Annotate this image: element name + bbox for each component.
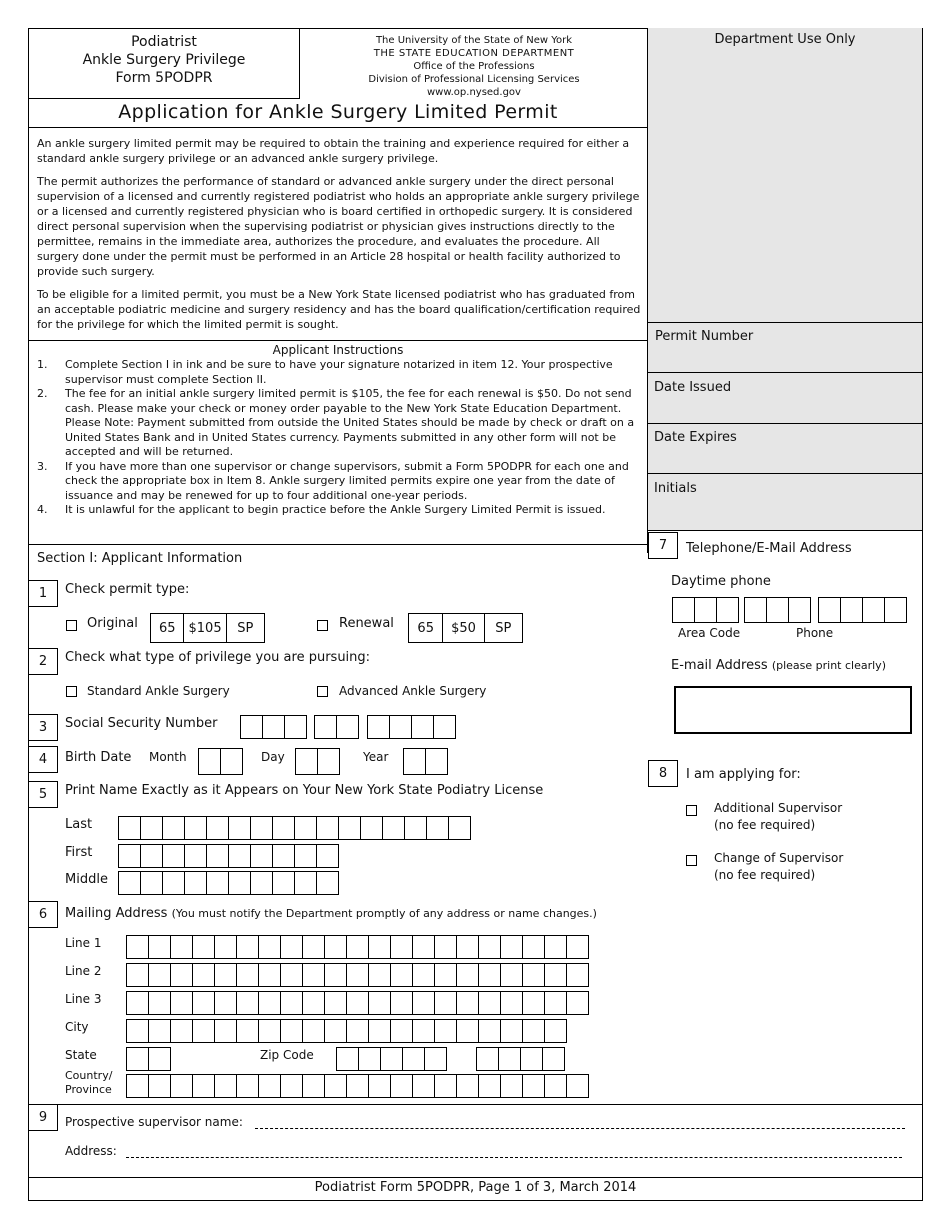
form-number: Form 5PODPR [115, 70, 213, 86]
character-cell[interactable] [192, 1074, 215, 1098]
state-input[interactable] [126, 1047, 171, 1071]
character-cell[interactable] [544, 935, 567, 959]
character-cell[interactable] [338, 816, 361, 840]
character-cell[interactable] [126, 991, 149, 1015]
character-cell[interactable] [478, 1074, 501, 1098]
birth-month-input[interactable] [198, 748, 243, 775]
character-cell[interactable] [302, 991, 325, 1015]
character-cell[interactable] [716, 597, 739, 623]
character-cell[interactable] [358, 1047, 381, 1071]
character-cell[interactable] [390, 1074, 413, 1098]
day-label: Day [261, 750, 285, 764]
character-cell[interactable] [170, 991, 193, 1015]
character-cell[interactable] [324, 935, 347, 959]
character-cell[interactable] [184, 844, 207, 868]
character-cell[interactable] [126, 963, 149, 987]
character-cell[interactable] [280, 1074, 303, 1098]
telephone-email-label: Telephone/E-Mail Address [686, 541, 852, 556]
character-cell[interactable] [258, 963, 281, 987]
character-cell[interactable] [148, 1047, 171, 1071]
instruction-item: 4. It is unlawful for the applicant to begin practice before the Ankle Surgery Limited Permit is issued. [37, 503, 606, 516]
character-cell[interactable] [294, 844, 317, 868]
last-name-label: Last [65, 817, 93, 832]
area-code-label: Area Code [678, 626, 741, 640]
character-cell[interactable] [382, 816, 405, 840]
email-label: E-mail Address (please print clearly) [671, 658, 886, 673]
character-cell[interactable] [280, 991, 303, 1015]
fee-code: 65 [151, 614, 184, 642]
character-cell[interactable] [744, 597, 767, 623]
item-number: 9 [28, 1104, 58, 1131]
middle-name-label: Middle [65, 872, 108, 887]
character-cell[interactable] [192, 1019, 215, 1043]
department-use-panel [648, 28, 922, 323]
intro-paragraph-2: The permit authorizes the performance of standard or advanced ankle surgery under the direct personal supervision of a licensed and currently registered podiatrist who holds an appropriate ankle surgery privilege or a licensed and currently registered physician who is board certified in orthopedic surgery. It is considered direct personal supervision when the supervising podiatrist or physician gives instructions directly to the permittee, remains in the immediate area, authorizes the procedure, and evaluates the procedure. All surgery done under the permit must be performed in an Article 28 hospital or health facility authorized to provide such surgery. [37, 175, 640, 278]
address-line1-label: Line 1 [65, 936, 102, 950]
character-cell[interactable] [522, 963, 545, 987]
birth-date-label: Birth Date [65, 750, 132, 765]
character-cell[interactable] [412, 1019, 435, 1043]
print-name-label: Print Name Exactly as it Appears on Your New York State Podiatry License [65, 783, 544, 798]
character-cell[interactable] [284, 715, 307, 739]
address-line2-input[interactable] [126, 963, 589, 987]
city-label: City [65, 1020, 89, 1034]
item-number: 3 [28, 714, 58, 741]
character-cell[interactable] [184, 816, 207, 840]
privilege-type-label: Check what type of privilege you are pursuing: [65, 650, 371, 665]
ssn-input[interactable] [314, 715, 359, 739]
date-issued-label: Date Issued [654, 380, 732, 395]
phone-input[interactable] [818, 597, 907, 623]
character-cell[interactable] [412, 935, 435, 959]
character-cell[interactable] [368, 1074, 391, 1098]
character-cell[interactable] [258, 991, 281, 1015]
character-cell[interactable] [272, 816, 295, 840]
character-cell[interactable] [434, 1019, 457, 1043]
character-cell[interactable] [206, 871, 229, 895]
character-cell[interactable] [346, 935, 369, 959]
character-cell[interactable] [544, 1019, 567, 1043]
character-cell[interactable] [544, 991, 567, 1015]
supervisor-address-label: Address: [65, 1144, 117, 1158]
additional-supervisor-checkbox[interactable] [686, 805, 697, 816]
item-number: 4 [28, 746, 58, 773]
item-number: 8 [648, 760, 678, 787]
fee-type: SP [237, 620, 254, 636]
character-cell[interactable] [456, 991, 479, 1015]
character-cell[interactable] [302, 963, 325, 987]
character-cell[interactable] [478, 991, 501, 1015]
character-cell[interactable] [140, 844, 163, 868]
province-label: Province [65, 1083, 112, 1096]
character-cell[interactable] [694, 597, 717, 623]
character-cell[interactable] [434, 935, 457, 959]
character-cell[interactable] [390, 1019, 413, 1043]
supervisor-name-label: Prospective supervisor name: [65, 1115, 243, 1129]
character-cell[interactable] [478, 1019, 501, 1043]
character-cell[interactable] [346, 1019, 369, 1043]
no-fee-note: (no fee required) [714, 818, 816, 832]
character-cell[interactable] [148, 991, 171, 1015]
character-cell[interactable] [456, 1074, 479, 1098]
country-label: Country/ [65, 1069, 113, 1082]
character-cell[interactable] [240, 715, 263, 739]
character-cell[interactable] [566, 963, 589, 987]
character-cell[interactable] [520, 1047, 543, 1071]
character-cell[interactable] [368, 991, 391, 1015]
character-cell[interactable] [236, 991, 259, 1015]
agency-website: www.op.nysed.gov [427, 87, 521, 98]
character-cell[interactable] [766, 597, 789, 623]
character-cell[interactable] [346, 963, 369, 987]
character-cell[interactable] [412, 1074, 435, 1098]
agency-line: Division of Professional Licensing Services [368, 74, 580, 85]
applying-for-label: I am applying for: [686, 767, 801, 782]
character-cell[interactable] [162, 871, 185, 895]
original-label: Original [87, 616, 138, 631]
character-cell[interactable] [434, 963, 457, 987]
instructions-list [37, 358, 643, 518]
character-cell[interactable] [316, 816, 339, 840]
character-cell[interactable] [220, 748, 243, 775]
advanced-surgery-label: Advanced Ankle Surgery [339, 684, 487, 698]
character-cell[interactable] [126, 1074, 149, 1098]
character-cell[interactable] [380, 1047, 403, 1071]
character-cell[interactable] [411, 715, 434, 739]
ssn-input[interactable] [240, 715, 307, 739]
fee-amount: $50 [443, 614, 484, 642]
item-number: 1 [28, 580, 58, 607]
character-cell[interactable] [280, 1019, 303, 1043]
supervisor-name-line[interactable] [255, 1128, 905, 1129]
character-cell[interactable] [214, 1019, 237, 1043]
address-line1-input[interactable] [126, 935, 589, 959]
agency-line: Office of the Professions [413, 61, 535, 72]
character-cell[interactable] [336, 1047, 359, 1071]
character-cell[interactable] [324, 991, 347, 1015]
zip-code-label: Zip Code [260, 1048, 314, 1062]
form-profession: Podiatrist [131, 34, 197, 50]
daytime-phone-label: Daytime phone [671, 574, 771, 589]
character-cell[interactable] [324, 963, 347, 987]
date-expires-label: Date Expires [654, 430, 737, 445]
character-cell[interactable] [522, 935, 545, 959]
change-supervisor-checkbox[interactable] [686, 855, 697, 866]
character-cell[interactable] [522, 991, 545, 1015]
character-cell[interactable] [478, 963, 501, 987]
character-cell[interactable] [433, 715, 456, 739]
character-cell[interactable] [456, 1019, 479, 1043]
character-cell[interactable] [206, 816, 229, 840]
mailing-address-label: Mailing Address (You must notify the Department promptly of any address or name changes.) [65, 906, 597, 921]
intro-paragraph-1: An ankle surgery limited permit may be required to obtain the training and experience required for either a standard ankle surgery privilege or an advanced ankle surgery privilege. [37, 137, 630, 165]
character-cell[interactable] [118, 844, 141, 868]
character-cell[interactable] [336, 715, 359, 739]
character-cell[interactable] [434, 991, 457, 1015]
zip-code-input[interactable] [336, 1047, 447, 1071]
character-cell[interactable] [236, 1074, 259, 1098]
birth-day-input[interactable] [295, 748, 340, 775]
ssn-label: Social Security Number [65, 716, 218, 731]
character-cell[interactable] [250, 816, 273, 840]
intro-paragraph-3: To be eligible for a limited permit, you must be a New York State licensed podiatrist who has graduated from an acceptable podiatric medicine and surgery residency and has the board qualification/certification required for the privilege for which the limited permit is sought. [37, 288, 641, 331]
page-footer: Podiatrist Form 5PODPR, Page 1 of 3, March 2014 [314, 1180, 637, 1195]
character-cell[interactable] [368, 935, 391, 959]
character-cell[interactable] [412, 991, 435, 1015]
character-cell[interactable] [788, 597, 811, 623]
character-cell[interactable] [346, 1074, 369, 1098]
fee-amount: $105 [184, 614, 226, 642]
character-cell[interactable] [272, 844, 295, 868]
character-cell[interactable] [840, 597, 863, 623]
additional-supervisor-label: Additional Supervisor [714, 801, 843, 815]
character-cell[interactable] [198, 748, 221, 775]
character-cell[interactable] [544, 963, 567, 987]
original-checkbox[interactable] [66, 620, 77, 631]
character-cell[interactable] [236, 1019, 259, 1043]
character-cell[interactable] [258, 1019, 281, 1043]
section-title: Section I: Applicant Information [37, 551, 243, 566]
instruction-item: 1. Complete Section I in ink and be sure to have your signature notarized in item 12. Your prospective supervisor must complete Section II. [37, 358, 613, 386]
character-cell[interactable] [368, 963, 391, 987]
birth-year-input[interactable] [403, 748, 448, 775]
character-cell[interactable] [148, 1019, 171, 1043]
character-cell[interactable] [424, 1047, 447, 1071]
character-cell[interactable] [522, 1074, 545, 1098]
character-cell[interactable] [148, 935, 171, 959]
character-cell[interactable] [478, 935, 501, 959]
character-cell[interactable] [294, 816, 317, 840]
character-cell[interactable] [184, 871, 207, 895]
character-cell[interactable] [425, 748, 448, 775]
department-use-title: Department Use Only [714, 32, 856, 47]
character-cell[interactable] [214, 1074, 237, 1098]
character-cell[interactable] [272, 871, 295, 895]
character-cell[interactable] [118, 871, 141, 895]
character-cell[interactable] [258, 935, 281, 959]
agency-line: THE STATE EDUCATION DEPARTMENT [373, 48, 575, 59]
character-cell[interactable] [170, 1019, 193, 1043]
middle-name-input[interactable] [118, 871, 339, 895]
character-cell[interactable] [170, 1074, 193, 1098]
character-cell[interactable] [500, 935, 523, 959]
character-cell[interactable] [258, 1074, 281, 1098]
instruction-item: 2. The fee for an initial ankle surgery limited permit is $105, the fee for each renewal is $50. Do not send cash. Please make your check or money order payable to the New York State Education Department. Please Note: Payment submitted from outside the United States should be made by check or draft on a United States Bank and in United States currency. Payments submitted in any other form will not be accepted and will be returned. [37, 387, 635, 458]
character-cell[interactable] [672, 597, 695, 623]
character-cell[interactable] [140, 871, 163, 895]
character-cell[interactable] [367, 715, 390, 739]
character-cell[interactable] [316, 844, 339, 868]
character-cell[interactable] [324, 1074, 347, 1098]
character-cell[interactable] [498, 1047, 521, 1071]
city-input[interactable] [126, 1019, 567, 1043]
character-cell[interactable] [126, 935, 149, 959]
character-cell[interactable] [390, 991, 413, 1015]
character-cell[interactable] [148, 963, 171, 987]
character-cell[interactable] [126, 1047, 149, 1071]
character-cell[interactable] [250, 844, 273, 868]
character-cell[interactable] [500, 1019, 523, 1043]
character-cell[interactable] [544, 1074, 567, 1098]
character-cell[interactable] [403, 748, 426, 775]
character-cell[interactable] [148, 1074, 171, 1098]
standard-surgery-checkbox[interactable] [66, 686, 77, 697]
fee-type: SP [495, 620, 512, 636]
character-cell[interactable] [862, 597, 885, 623]
ssn-input[interactable] [367, 715, 456, 739]
character-cell[interactable] [476, 1047, 499, 1071]
renewal-label: Renewal [339, 616, 394, 631]
character-cell[interactable] [280, 963, 303, 987]
character-cell[interactable] [412, 963, 435, 987]
character-cell[interactable] [434, 1074, 457, 1098]
character-cell[interactable] [126, 1019, 149, 1043]
character-cell[interactable] [214, 935, 237, 959]
renewal-fee-box [408, 613, 523, 643]
zip-extension-input[interactable] [476, 1047, 565, 1071]
character-cell[interactable] [390, 935, 413, 959]
character-cell[interactable] [500, 963, 523, 987]
character-cell[interactable] [368, 1019, 391, 1043]
character-cell[interactable] [404, 816, 427, 840]
character-cell[interactable] [118, 816, 141, 840]
month-label: Month [149, 750, 187, 764]
character-cell[interactable] [302, 1019, 325, 1043]
character-cell[interactable] [236, 935, 259, 959]
character-cell[interactable] [262, 715, 285, 739]
permit-type-label: Check permit type: [65, 582, 190, 597]
character-cell[interactable] [162, 816, 185, 840]
character-cell[interactable] [884, 597, 907, 623]
character-cell[interactable] [228, 871, 251, 895]
fee-code: 65 [409, 614, 443, 642]
no-fee-note: (no fee required) [714, 868, 816, 882]
character-cell[interactable] [500, 991, 523, 1015]
form-title: Application for Ankle Surgery Limited Permit [118, 101, 558, 123]
character-cell[interactable] [280, 935, 303, 959]
instructions-title: Applicant Instructions [272, 343, 404, 357]
character-cell[interactable] [500, 1074, 523, 1098]
character-cell[interactable] [346, 991, 369, 1015]
character-cell[interactable] [426, 816, 449, 840]
character-cell[interactable] [302, 935, 325, 959]
character-cell[interactable] [456, 963, 479, 987]
address-line3-input[interactable] [126, 991, 589, 1015]
advanced-surgery-checkbox[interactable] [317, 686, 328, 697]
item-number: 2 [28, 648, 58, 675]
character-cell[interactable] [250, 871, 273, 895]
character-cell[interactable] [302, 1074, 325, 1098]
character-cell[interactable] [192, 991, 215, 1015]
first-name-label: First [65, 845, 93, 860]
character-cell[interactable] [170, 963, 193, 987]
area-code-input[interactable] [672, 597, 739, 623]
character-cell[interactable] [295, 748, 318, 775]
character-cell[interactable] [456, 935, 479, 959]
character-cell[interactable] [390, 963, 413, 987]
character-cell[interactable] [192, 935, 215, 959]
character-cell[interactable] [192, 963, 215, 987]
form-privilege: Ankle Surgery Privilege [82, 52, 246, 68]
instruction-item: 3. If you have more than one supervisor or change supervisors, submit a Form 5PODPR for each one and check the appropriate box in Item 8. Ankle surgery limited permits expire one year from the date of issuance and may be renewed for up to four additional one-year periods. [37, 459, 629, 502]
character-cell[interactable] [214, 991, 237, 1015]
phone-label: Phone [796, 626, 834, 640]
address-line3-label: Line 3 [65, 992, 102, 1006]
character-cell[interactable] [170, 935, 193, 959]
state-label: State [65, 1048, 97, 1062]
change-supervisor-label: Change of Supervisor [714, 851, 844, 865]
character-cell[interactable] [294, 871, 317, 895]
character-cell[interactable] [206, 844, 229, 868]
phone-input[interactable] [744, 597, 811, 623]
country-input[interactable] [126, 1074, 589, 1098]
permit-number-label: Permit Number [655, 329, 754, 344]
item-number: 6 [28, 901, 58, 928]
item-number: 7 [648, 532, 678, 559]
character-cell[interactable] [448, 816, 471, 840]
character-cell[interactable] [360, 816, 383, 840]
character-cell[interactable] [314, 715, 337, 739]
agency-line: The University of the State of New York [375, 35, 573, 46]
intro-text [37, 136, 643, 340]
character-cell[interactable] [228, 816, 251, 840]
email-input[interactable] [674, 686, 912, 734]
character-cell[interactable] [316, 871, 339, 895]
character-cell[interactable] [402, 1047, 425, 1071]
character-cell[interactable] [522, 1019, 545, 1043]
item-number: 5 [28, 781, 58, 808]
supervisor-address-line[interactable] [126, 1157, 902, 1158]
character-cell[interactable] [228, 844, 251, 868]
character-cell[interactable] [140, 816, 163, 840]
character-cell[interactable] [566, 991, 589, 1015]
original-fee-box [150, 613, 265, 643]
last-name-input[interactable] [118, 816, 471, 840]
character-cell[interactable] [818, 597, 841, 623]
character-cell[interactable] [389, 715, 412, 739]
renewal-checkbox[interactable] [317, 620, 328, 631]
character-cell[interactable] [566, 1074, 589, 1098]
character-cell[interactable] [236, 963, 259, 987]
year-label: Year [363, 750, 389, 764]
character-cell[interactable] [317, 748, 340, 775]
character-cell[interactable] [566, 935, 589, 959]
address-line2-label: Line 2 [65, 964, 102, 978]
first-name-input[interactable] [118, 844, 339, 868]
character-cell[interactable] [542, 1047, 565, 1071]
character-cell[interactable] [324, 1019, 347, 1043]
character-cell[interactable] [214, 963, 237, 987]
initials-label: Initials [654, 481, 697, 496]
character-cell[interactable] [162, 844, 185, 868]
standard-surgery-label: Standard Ankle Surgery [87, 684, 230, 698]
